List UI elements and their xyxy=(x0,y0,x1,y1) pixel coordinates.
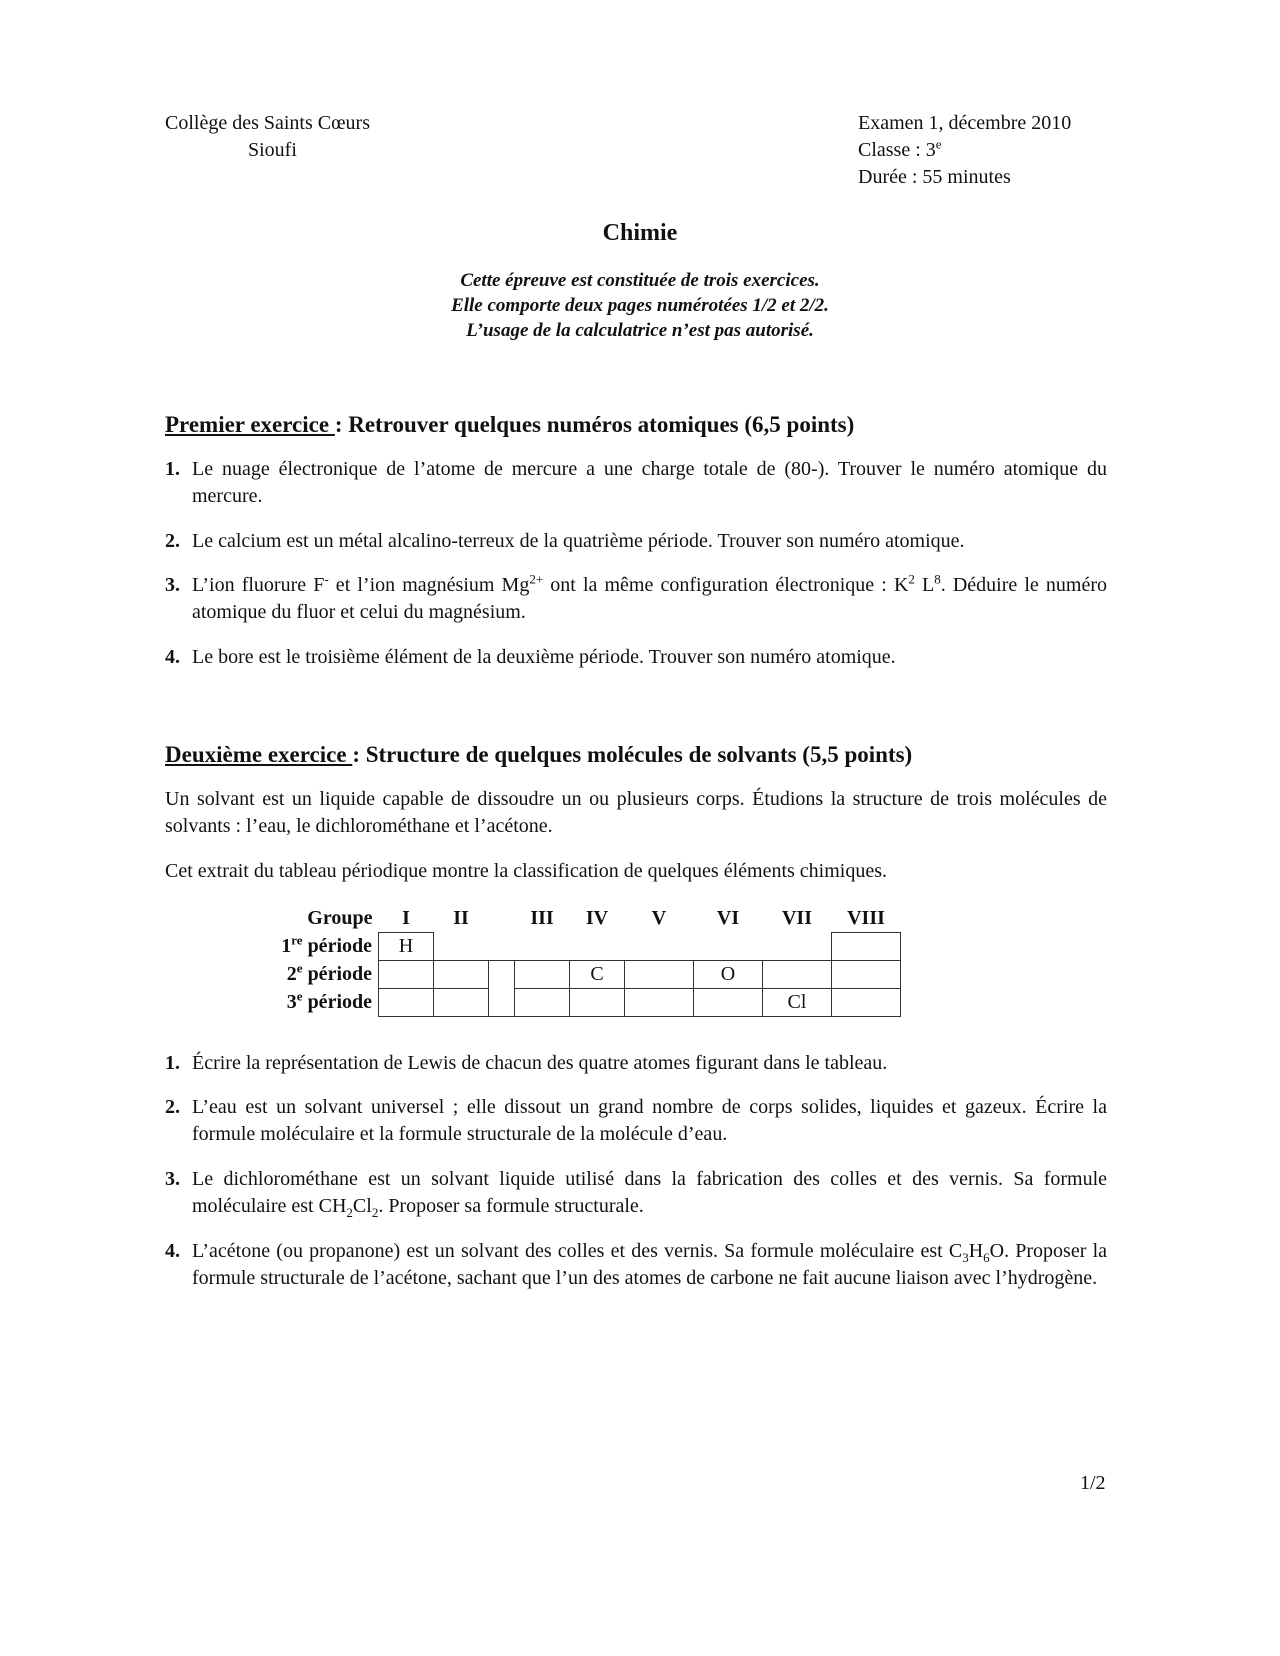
element-cell-empty xyxy=(625,961,694,989)
exercise-2-title: Deuxième exercice : Structure de quelques molécules de solvants (5,5 points) xyxy=(165,742,913,767)
element-cell-empty xyxy=(515,989,570,1017)
exercise-2-question-2: 2. L’eau est un solvant universel ; elle dissout un grand nombre de corps solides, liquides et gazeux. Écrire la formule moléculaire et la formule structurale de la molécule d’eau. xyxy=(165,1096,1107,1145)
instruction-line: L’usage de la calculatrice n’est pas autorisé. xyxy=(466,320,814,341)
school-header xyxy=(165,110,565,164)
exercise-1-question-2: 2. Le calcium est un métal alcalino-terreux de la quatrième période. Trouver son numéro atomique. xyxy=(165,530,965,552)
exam-date: Examen 1, décembre 2010 xyxy=(858,112,1072,134)
element-cell-empty xyxy=(434,961,489,989)
element-cell-h: H xyxy=(379,933,434,961)
element-cell-c: C xyxy=(570,961,625,989)
exercise-2-intro: Un solvant est un liquide capable de dissoudre un ou plusieurs corps. Étudions la structure de trois molécules de solvants : l’eau, le dichlorométhane et l’acétone. xyxy=(165,788,1107,837)
exercise-2-table-intro: Cet extrait du tableau périodique montre la classification de quelques éléments chimiques. xyxy=(165,860,887,882)
exercise-1-question-3: 3. L’ion fluorure F- et l’ion magnésium $Mg^{2+}$ ont la même configuration électronique : $K^2$ $L^8$. Déduire le numéro atomique du fluor et celui du magnésium. xyxy=(165,571,1107,623)
group-header: III xyxy=(530,907,554,930)
exercise-1-question-4: 4. Le bore est le troisième élément de la deuxième période. Trouver son numéro atomique. xyxy=(165,646,896,668)
element-cell-empty xyxy=(379,961,434,989)
exam-instructions xyxy=(0,268,1280,343)
exam-duration: Durée : 55 minutes xyxy=(858,166,1011,188)
instruction-line: Cette épreuve est constituée de trois exercices. xyxy=(460,270,820,291)
element-cell-empty xyxy=(515,961,570,989)
school-location: Sioufi xyxy=(248,139,297,161)
group-header: VI xyxy=(716,907,740,930)
table-gap-cell xyxy=(489,961,515,1017)
exercise-2-question-3: 3. Le dichlorométhane est un solvant liquide utilisé dans la fabrication des colles et des vernis. Sa formule moléculaire est $CH_2Cl_2$. Proposer sa formule structurale. xyxy=(165,1168,1107,1220)
group-header: II xyxy=(453,907,469,930)
element-cell-empty xyxy=(763,961,832,989)
table-row-period-3 xyxy=(252,989,901,1017)
element-cell-cl: Cl xyxy=(763,989,832,1017)
school-name: Collège des Saints Cœurs xyxy=(165,112,370,134)
exam-header xyxy=(858,110,1158,191)
exam-class: Classe : 3e xyxy=(858,136,942,161)
period-label: 1re période xyxy=(281,932,372,957)
instruction-line: Elle comporte deux pages numérotées 1/2 et 2/2. xyxy=(451,295,829,316)
group-header: VIII xyxy=(847,907,885,929)
page-title: Chimie xyxy=(602,220,678,246)
table-header-row xyxy=(252,905,901,933)
page-number: 1/2 xyxy=(1080,1472,1106,1494)
element-cell-empty xyxy=(832,933,901,961)
element-cell-empty xyxy=(570,989,625,1017)
table-row-period-1 xyxy=(252,933,901,961)
element-cell-empty xyxy=(832,961,901,989)
exercise-1-question-1: 1. Le nuage électronique de l’atome de mercure a une charge totale de (80-). Trouver le numéro atomique du mercure. xyxy=(165,458,1107,507)
element-cell-empty xyxy=(694,989,763,1017)
element-cell-empty xyxy=(625,989,694,1017)
group-header: IV xyxy=(585,907,609,930)
element-cell-empty xyxy=(379,989,434,1017)
exercise-2-question-1: 1. Écrire la représentation de Lewis de chacun des quatre atomes figurant dans le tableau. xyxy=(165,1052,888,1074)
group-header: I xyxy=(402,907,410,929)
periodic-table-extract xyxy=(252,905,901,1017)
period-label: 2e période xyxy=(286,960,372,985)
table-row-period-2 xyxy=(252,961,901,989)
group-header: V xyxy=(651,907,667,930)
exercise-2-question-4: 4. L’acétone (ou propanone) est un solvant des colles et des vernis. Sa formule moléculaire est $C_3H_6O$. Proposer la formule structurale de l’acétone, sachant que l’un des atomes de carbone ne fait aucune liaison avec l’hydrogène. xyxy=(165,1240,1107,1289)
exercise-1-title: Premier exercice : Retrouver quelques numéros atomiques (6,5 points) xyxy=(165,412,855,437)
table-corner-label: Groupe xyxy=(307,907,373,930)
element-cell-o: O xyxy=(694,961,763,989)
element-cell-empty xyxy=(434,989,489,1017)
group-header: VII xyxy=(781,907,812,930)
period-label: 3e période xyxy=(286,988,372,1013)
element-cell-empty xyxy=(832,989,901,1017)
